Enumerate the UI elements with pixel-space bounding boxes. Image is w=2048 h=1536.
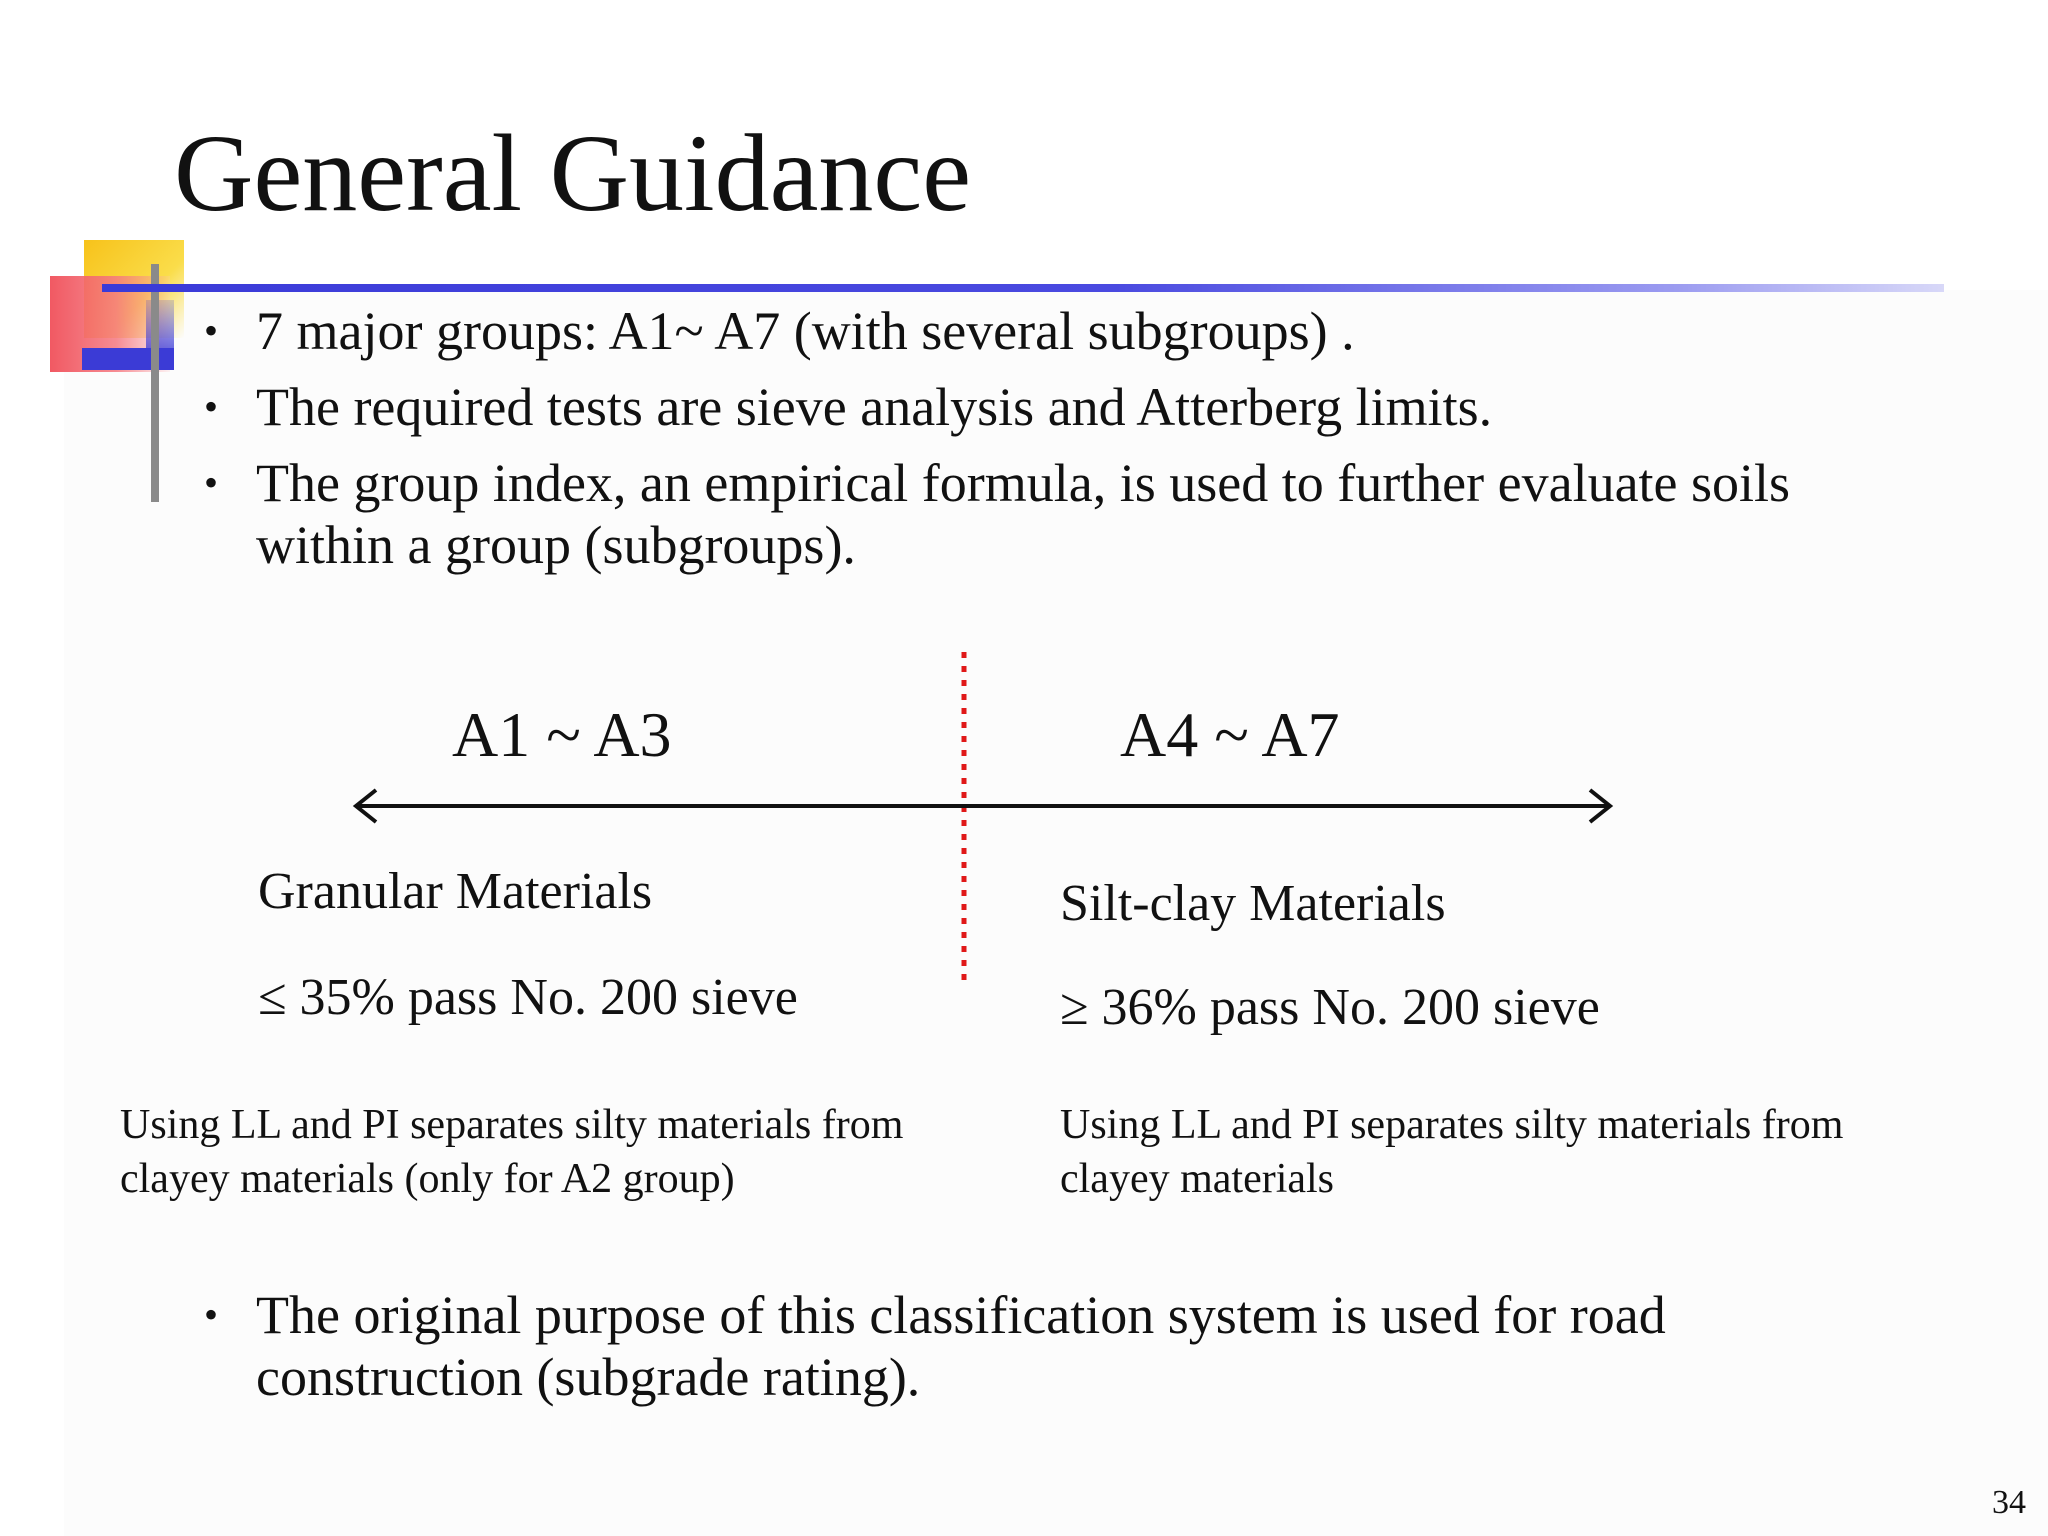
bullet-icon: • [204,460,219,505]
right-note: Using LL and PI separates silty materials from clayey materials [1060,1102,1844,1202]
bottom-bullet-list [200,1284,1920,1408]
bullet-text: 7 major groups: A1~ A7 (with several subgroups) . [256,301,1355,361]
right-material-label: Silt-clay Materials [1060,875,1446,932]
left-note: Using LL and PI separates silty materials from clayey materials (only for A2 group) [120,1102,904,1202]
bullet-item [200,1284,1920,1408]
bullet-icon: • [204,384,219,429]
bullet-icon: • [204,308,219,353]
right-range-label: A4 ~ A7 [1120,699,1340,770]
slide-title: General Guidance [174,112,972,234]
page-number: 34 [1992,1484,2026,1521]
bullet-text: The required tests are sieve analysis and Atterberg limits. [256,377,1493,437]
bullet-text: The original purpose of this classification system is used for road construction (subgrade rating). [256,1285,1666,1407]
bullet-icon: • [204,1292,219,1337]
left-material-label: Granular Materials [258,863,653,920]
left-pass-criterion: ≤ 35% pass No. 200 sieve [258,969,798,1026]
right-pass-criterion: ≥ 36% pass No. 200 sieve [1060,979,1600,1036]
left-range-label: A1 ~ A3 [452,699,672,770]
bullet-text: The group index, an empirical formula, is used to further evaluate soils within a group (subgroups). [256,453,1791,575]
